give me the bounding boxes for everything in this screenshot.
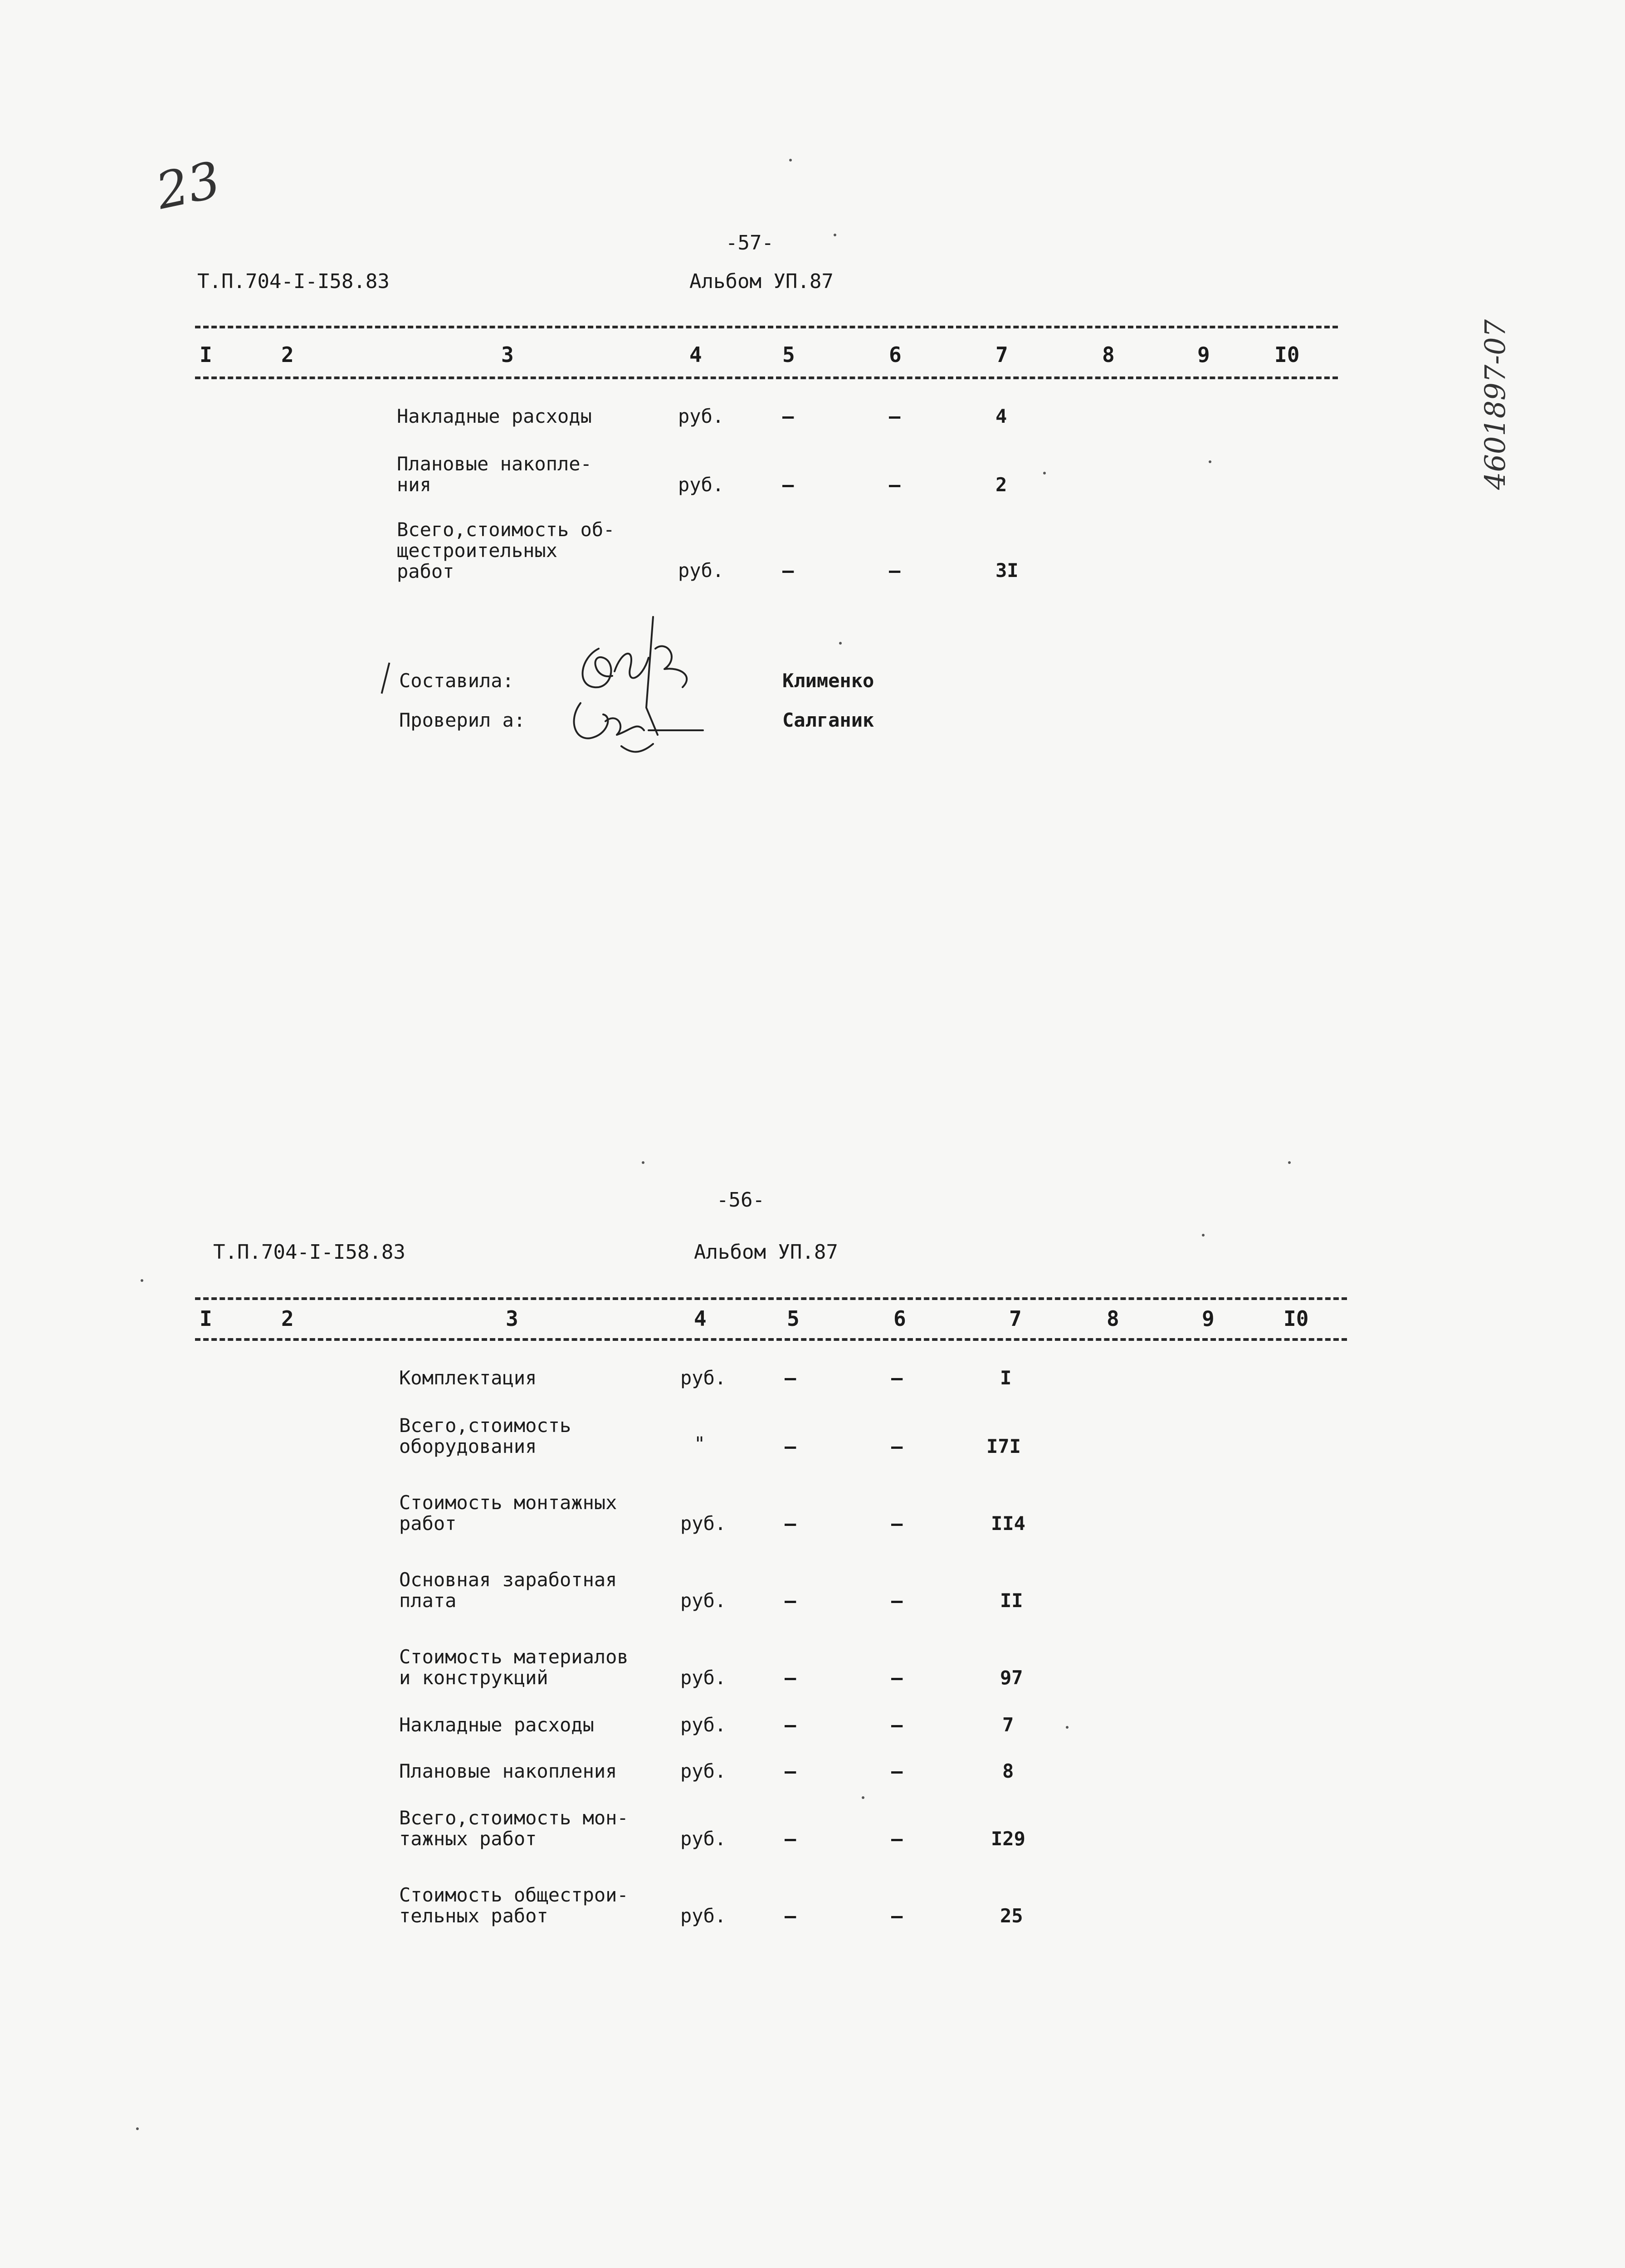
row-col7-value: 7 (1002, 1714, 1014, 1736)
scan-speck (789, 159, 792, 161)
row-col5: – (782, 559, 794, 582)
scan-speck (1066, 1726, 1069, 1729)
row-col6: – (889, 405, 901, 427)
column-number: 3 (506, 1306, 518, 1331)
row-unit: руб. (680, 1828, 727, 1850)
scan-speck (642, 1161, 644, 1164)
row-col5: – (785, 1367, 796, 1389)
checked-by-label: Проверил а: (399, 709, 526, 731)
row-name: Всего,стоимость об- щестроительных работ (397, 518, 615, 582)
row-col5: – (785, 1905, 796, 1927)
handwritten-page-number: 23 (151, 150, 225, 221)
row-col7-value: 97 (1000, 1667, 1023, 1689)
row-col6: – (891, 1905, 903, 1927)
row-unit: руб. (680, 1589, 727, 1612)
column-number: 7 (995, 342, 1008, 367)
row-name: Всего,стоимость оборудования (399, 1414, 571, 1457)
page-label: -57- (726, 231, 774, 254)
handwritten-signature (562, 608, 726, 771)
row-col5: – (785, 1589, 796, 1612)
row-col5: – (785, 1667, 796, 1689)
column-number: 8 (1107, 1306, 1119, 1331)
scan-speck (136, 2127, 139, 2130)
row-col7-value: 8 (1002, 1760, 1014, 1782)
column-number: 9 (1202, 1306, 1215, 1331)
document-code: Т.П.704-I-I58.83 (197, 270, 390, 293)
row-col7-value: 3I (995, 559, 1019, 582)
scan-speck (834, 234, 836, 236)
row-unit: руб. (680, 1367, 727, 1389)
column-number: 6 (889, 342, 902, 367)
row-name: Основная заработная плата (399, 1569, 617, 1612)
column-number: 2 (281, 342, 294, 367)
row-col6: – (891, 1667, 903, 1689)
row-col7-value: 2 (995, 474, 1007, 496)
table-top-rule (195, 1297, 1347, 1300)
row-col5: – (782, 405, 794, 427)
table-header-rule (195, 376, 1338, 379)
column-number: I0 (1274, 342, 1300, 367)
row-unit: руб. (678, 405, 724, 427)
compiled-by-label: Составила: (399, 670, 514, 692)
scan-speck (862, 1796, 864, 1799)
table-header-rule (195, 1338, 1347, 1341)
row-col7-value: 25 (1000, 1905, 1023, 1927)
row-name: Стоимость монтажных работ (399, 1491, 617, 1535)
archive-side-stamp: 4601897-07 (1479, 319, 1512, 490)
row-col7-value: II4 (991, 1512, 1025, 1535)
row-col6: – (889, 559, 901, 582)
row-col6: – (891, 1714, 903, 1736)
column-number: I (200, 342, 212, 367)
row-col6: – (891, 1512, 903, 1535)
column-number: 5 (787, 1306, 800, 1331)
column-number: 6 (893, 1306, 906, 1331)
column-number: 5 (782, 342, 795, 367)
row-name: Стоимость общестрои- тельных работ (399, 1884, 629, 1927)
column-number: 8 (1102, 342, 1115, 367)
row-name: Плановые накопления (399, 1760, 617, 1782)
row-col7-value: II (1000, 1589, 1023, 1612)
row-unit: руб. (680, 1512, 727, 1535)
row-unit: руб. (678, 559, 724, 582)
column-number: I (200, 1306, 212, 1331)
row-name: Плановые накопле- ния (397, 453, 592, 496)
column-number: 3 (501, 342, 514, 367)
row-col7-value: I7I (986, 1435, 1021, 1457)
checked-by-name: Салганик (782, 709, 874, 731)
row-col7-value: I29 (991, 1828, 1025, 1850)
row-name: Накладные расходы (397, 405, 592, 427)
album-title: Альбом УП.87 (694, 1241, 838, 1264)
scan-speck (1288, 1161, 1291, 1164)
row-col6: – (891, 1760, 903, 1782)
row-col7-value: 4 (995, 405, 1007, 427)
row-name: Комплектация (399, 1367, 537, 1389)
row-col6: – (891, 1589, 903, 1612)
row-col6: – (889, 474, 901, 496)
row-unit: руб. (680, 1905, 727, 1927)
scan-speck (141, 1279, 143, 1282)
column-number: 4 (689, 342, 702, 367)
row-col5: – (782, 474, 794, 496)
album-title: Альбом УП.87 (689, 270, 834, 293)
row-col5: – (785, 1760, 796, 1782)
row-unit: руб. (678, 474, 724, 496)
column-number: 4 (694, 1306, 707, 1331)
row-unit: руб. (680, 1760, 727, 1782)
row-col5: – (785, 1512, 796, 1535)
column-number: 7 (1009, 1306, 1022, 1331)
scan-speck (1043, 472, 1046, 474)
document-code: Т.П.704-I-I58.83 (213, 1241, 405, 1264)
row-col6: – (891, 1435, 903, 1457)
row-col5: – (785, 1828, 796, 1850)
column-number: I0 (1283, 1306, 1309, 1331)
row-unit: руб. (680, 1667, 727, 1689)
scan-speck (839, 642, 842, 645)
margin-mark (381, 663, 390, 694)
row-col6: – (891, 1828, 903, 1850)
row-name: Всего,стоимость мон- тажных работ (399, 1807, 629, 1850)
table-top-rule (195, 326, 1338, 328)
row-col6: – (891, 1367, 903, 1389)
compiled-by-name: Клименко (782, 670, 874, 692)
row-col7-value: I (1000, 1367, 1012, 1389)
row-name: Накладные расходы (399, 1714, 594, 1736)
column-number: 2 (281, 1306, 294, 1331)
page-label: -56- (717, 1188, 765, 1212)
column-number: 9 (1197, 342, 1210, 367)
row-unit: руб. (680, 1714, 727, 1736)
row-col5: – (785, 1435, 796, 1457)
row-col5: – (785, 1714, 796, 1736)
row-name: Стоимость материалов и конструкций (399, 1646, 629, 1689)
scan-speck (1209, 460, 1211, 463)
scan-speck (1202, 1234, 1205, 1237)
row-unit: " (694, 1432, 706, 1455)
